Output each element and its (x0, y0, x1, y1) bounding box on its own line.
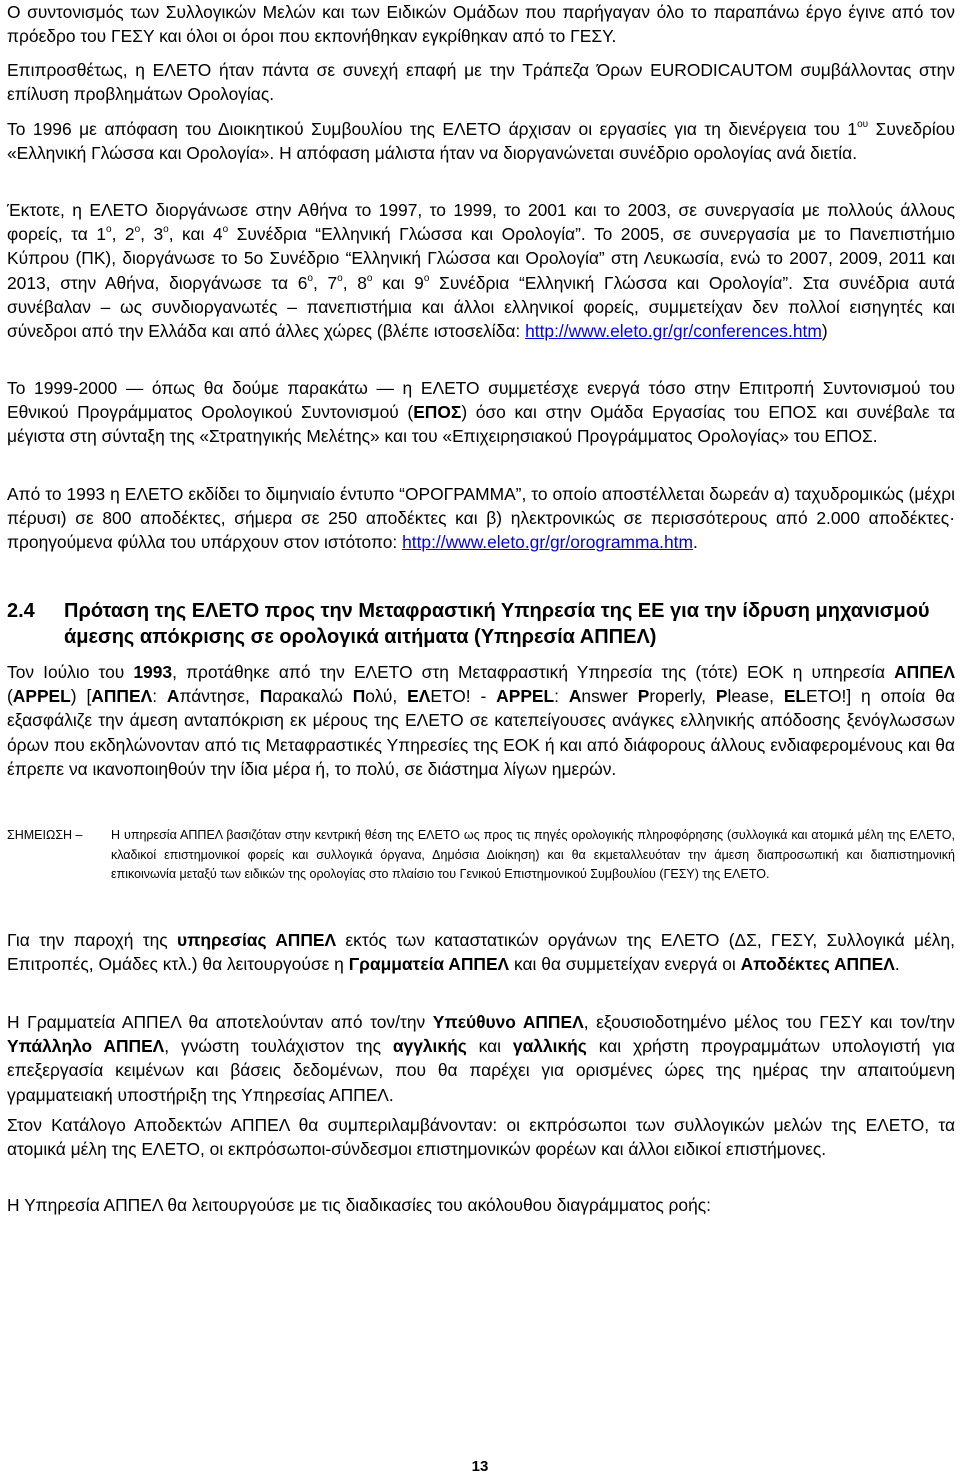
note-label: ΣΗΜΕΙΩΣΗ – (7, 828, 83, 842)
page-number: 13 (471, 1458, 489, 1475)
conferences-link[interactable]: http://www.eleto.gr/gr/conferences.htm (525, 321, 822, 342)
paragraph-appel-proposal: Τον Ιούλιο του 1993, προτάθηκε από την ΕΛΕΤΟ στη Μεταφραστική Υπηρεσία της (τότε) ΕΟΚ η υπηρεσία ΑΠΠΕΛ (APPEL) [ΑΠΠΕΛ: Απάντησε, Παρακαλώ Πολύ, ΕΛΕΤΟ! - APPEL: Answer Properly, Please, ELETO!] η οποία θα εξασφάλιζε την άμεση ανταπόκριση εκ μέρους της ΕΛΕΤΟ σε κατεπείγουσες ανάγκες ελληνικής απόδοσης ξενόγλωσσων όρων που εκδηλώνονταν από τις Μεταφραστικές Υπηρεσίες της ΕΟΚ ή και από διάφορους άλλους ενδιαφερομένους και θα έπρεπε να ικανοποιηθούν την ίδια μέρα ή, το πολύ, σε διάστημα λίγων ημερών. (7, 662, 956, 779)
paragraph-recipients: Στον Κατάλογο Αποδεκτών ΑΠΠΕΛ θα συμπεριλαμβάνονταν: οι εκπρόσωποι των συλλογικών μελών της ΕΛΕΤΟ, τα ατομικά μέλη της ΕΛΕΤΟ, οι εκπρόσωποι-σύνδεσμοι επιστημονικών φορέων και άλλοι ειδικοί επιστήμονες. (7, 1115, 955, 1160)
note-block (7, 826, 955, 885)
paragraph-first-conference: Το 1996 με απόφαση του Διοικητικού Συμβουλίου της ΕΛΕΤΟ άρχισαν οι εργασίες για τη διενέργεια του $1^{o\upsilon}$ Συνεδρίου «Ελληνική Γλώσσα και Ορολογία». Η απόφαση μάλιστα ήταν να διοργανώνεται συνέδριο ορολογίας ανά διετία. (7, 119, 955, 164)
section-heading (7, 598, 955, 650)
paragraph-eurodicautom: Επιπροσθέτως, η ΕΛΕΤΟ ήταν πάντα σε συνεχή επαφή με την Τράπεζα Όρων EURODICAUTOM συμβάλλοντας στην επίλυση προβλημάτων Ορολογίας. (7, 60, 955, 105)
paragraph-coordination: Ο συντονισμός των Συλλογικών Μελών και των Ειδικών Ομάδων που παρήγαγαν όλο το παραπάνω έργο έγινε από τον πρόεδρο του ΓΕΣΥ και όλοι οι όροι που εκπονήθηκαν εγκρίθηκαν από το ΓΕΣΥ. (7, 2, 955, 47)
section-number: 2.4 (7, 600, 35, 622)
paragraph-conferences: Έκτοτε, η ΕΛΕΤΟ διοργάνωσε στην Αθήνα το 1997, το 1999, το 2001 και το 2003, σε συνεργασία με πολλούς άλλους φορείς, τα $1^o$, $2^o$, $3^o$, και $4^o$ Συνέδρια “Ελληνική Γλώσσα και Ορολογία”. Το 2005, σε συνεργασία με το Πανεπιστήμιο Κύπρου (ΠΚ), διοργάνωσε το 5ο Συνέδριο “Ελληνική Γλώσσα και Ορολογία” στη Λευκωσία, ενώ το 2007, 2009, 2011 και 2013, στην Αθήνα, διοργάνωσε τα $6^o$, $7^o$, $8^o$ και $9^o$ Συνέδρια “Ελληνική Γλώσσα και Ορολογία”. Στα συνέδρια αυτά συνέβαλαν – ως συνδιοργανωτές – πανεπιστήμια και άλλοι ελληνικοί φορείς, συμμετείχαν δεν πολλοί εισηγητές και σύνεδροι από την Ελλάδα και από άλλες χώρες (βλέπε ιστοσελίδα: http://www.eleto.gr/gr/conferences.htm) (7, 200, 955, 342)
paragraph-epos: Το 1999-2000 — όπως θα δούμε παρακάτω — η ΕΛΕΤΟ συμμετέσχε ενεργά τόσο στην Επιτροπή Συντονισμού του Εθνικού Προγράμματος Ορολογικού Συντονισμού (ΕΠΟΣ) όσο και στην Ομάδα Εργασίας του ΕΠΟΣ και συνέβαλε τα μέγιστα στη σύνταξη της «Στρατηγικής Μελέτης» και του «Επιχειρησιακού Προγράμματος Ορολογίας» του ΕΠΟΣ. (7, 378, 955, 447)
note-text: Η υπηρεσία ΑΠΠΕΛ βασιζόταν στην κεντρική θέση της ΕΛΕΤΟ ως προς τις πηγές ορολογικής πληροφόρησης (συλλογικά και ατομικά μέλη της ΕΛΕΤΟ, κλαδικοί επιστημονικοί φορείς και συλλογικά όργανα, Δημόσια Διοίκηση) και θα εκμεταλλευόταν την άμεση διαπροσωπική και διαπιστημονική επικοινωνία μεταξύ των ειδικών της ορολογίας στο πλαίσιο του Γενικού Επιστημονικού Συμβουλίου (ΓΕΣΥ) της ΕΛΕΤΟ. (111, 828, 955, 882)
paragraph-appel-service: Για την παροχή της υπηρεσίας ΑΠΠΕΛ εκτός των καταστατικών οργάνων της ΕΛΕΤΟ (ΔΣ, ΓΕΣΥ, Συλλογικά μέλη, Επιτροπές, Ομάδες κτλ.) θα λειτουργούσε η Γραμματεία ΑΠΠΕΛ και θα συμμετείχαν ενεργά οι Αποδέκτες ΑΠΠΕΛ. (7, 930, 955, 975)
paragraph-appel-secretariat: Η Γραμματεία ΑΠΠΕΛ θα αποτελούνταν από τον/την Υπεύθυνο ΑΠΠΕΛ, εξουσιοδοτημένο μέλος του ΓΕΣΥ και τον/την Υπάλληλο ΑΠΠΕΛ, γνώστη τουλάχιστον της αγγλικής και γαλλικής και χρήστη προγραμμάτων υπολογιστή για επεξεργασία κειμένων και βάσεις δεδομένων, που θα παρέχει για ορισμένες ώρες της ημέρας την απαιτούμενη γραμματειακή υποστήριξη της Υπηρεσίας ΑΠΠΕΛ. (7, 1012, 956, 1105)
section-title: Πρόταση της ΕΛΕΤΟ προς την Μεταφραστική Υπηρεσία της ΕΕ για την ίδρυση μηχανισμού άμεσης απόκρισης σε ορολογικά αιτήματα (Υπηρεσία ΑΠΠΕΛ) (64, 600, 930, 648)
paragraph-flowchart-intro: Η Υπηρεσία ΑΠΠΕΛ θα λειτουργούσε με τις διαδικασίες του ακόλουθου διαγράμματος ροής: (7, 1195, 711, 1215)
orogramma-link[interactable]: http://www.eleto.gr/gr/orogramma.htm (402, 532, 693, 553)
paragraph-orogramma: Από το 1993 η ΕΛΕΤΟ εκδίδει το διμηνιαίο έντυπο “ΟΡΟΓΡΑΜΜΑ”, το οποίο αποστέλλεται δωρεάν α) ταχυδρομικώς (μέχρι πέρυσι) σε 800 αποδέκτες, σήμερα σε 250 αποδέκτες και β) ηλεκτρονικώς σε περισσότερους από 2.000 αποδέκτες· προηγούμενα φύλλα του υπάρχουν στον ιστότοπο: http://www.eleto.gr/gr/orogramma.htm. (7, 484, 955, 553)
